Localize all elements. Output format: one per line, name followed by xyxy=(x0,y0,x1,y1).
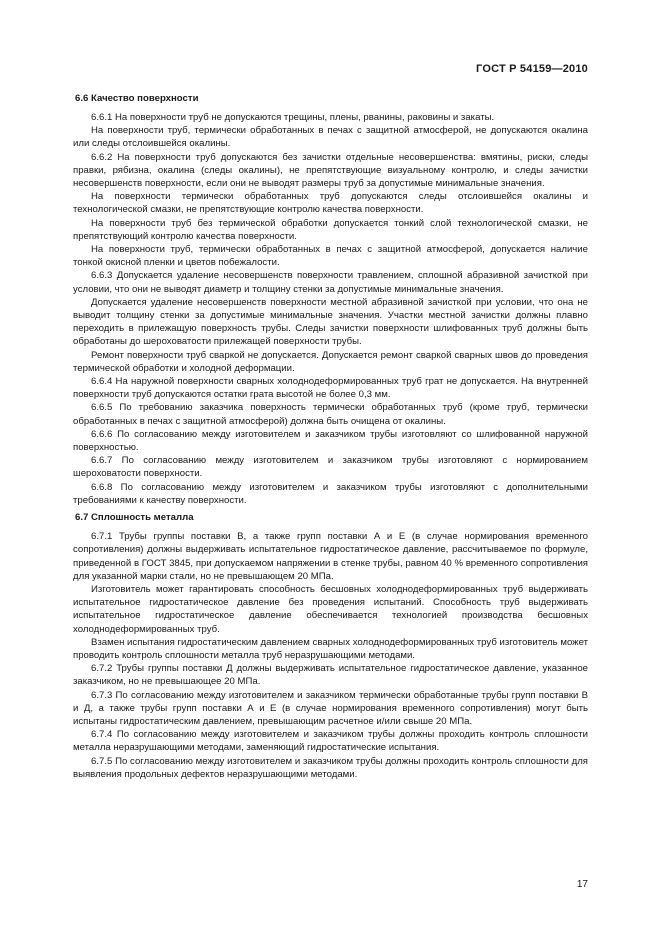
paragraph: На поверхности труб, термически обработанных в печах с защитной атмосферой, допускается наличие тонкой окисной пленки и цветов побежалости. xyxy=(73,244,588,269)
paragraph: 6.7.4 По согласованию между изготовителем и заказчиком трубы должны проходить контроль сплошности металла неразрушающими методами, заменяющий гидростатические испытания. xyxy=(73,729,588,754)
paragraph: 6.7.5 По согласованию между изготовителем и заказчиком трубы должны проходить контроль сплошности для выявления продольных дефектов неразрушающими методами. xyxy=(73,755,588,780)
paragraph: 6.7.1 Трубы группы поставки В, а также групп поставки А и Е (в случае нормирования временного сопротивления) должны выдерживать испытательное гидростатическое давление, рассчитываемое по формуле, приведенной в ГОСТ 3845, при допускаемом напряжении в стенке трубы, равном 40 % временного сопротивления для указанной марки стали, но не превышающем 20 МПа. xyxy=(73,531,588,582)
section-heading-6-7: 6.7 Сплошность металла xyxy=(75,512,194,524)
paragraph: Допускается удаление несовершенств поверхности местной абразивной зачисткой при условии, что она не выводит толщину стенки за допустимые минимальные значения. Участки местной зачистки должны плавно переходить в прилежащую поверхность трубы. Следы зачистки поверхности шлифованных труб должны быть обработаны до шероховатости прилежащей поверхности трубы. xyxy=(73,296,588,348)
paragraph: 6.7.2 Трубы группы поставки Д должны выдерживать испытательное гидростатическое давление, указанное заказчиком, но не превышающее 20 МПа. xyxy=(73,663,588,688)
paragraph: 6.7.3 По согласованию между изготовителем и заказчиком термически обработанные трубы групп поставки В и Д, а также трубы групп поставки А и Е (в случае нормирования временного сопротивления) могут быть испытаны гидростатическим давлением, превышающим расчетное и/или свыше 20 МПа. xyxy=(73,689,588,727)
paragraph: 6.6.3 Допускается удаление несовершенств поверхности травлением, сплошной абразивной зачисткой при условии, что они не выводят диаметр и толщину стенки за допустимые минимальные значения. xyxy=(73,270,588,295)
paragraph: 6.6.5 По требованию заказчика поверхность термически обработанных труб (кроме труб, термически обработанных в печах с защитной атмосферой) должна быть очищена от окалины. xyxy=(73,402,588,427)
paragraph: На поверхности труб без термической обработки допускается тонкий слой технологической смазки, не препятствующий контролю качества поверхности. xyxy=(73,217,588,242)
paragraph: Ремонт поверхности труб сваркой не допускается. Допускается ремонт сваркой сварных швов до проведения термической обработки и холодной деформации. xyxy=(73,349,588,374)
standard-header: ГОСТ Р 54159—2010 xyxy=(476,63,588,75)
paragraph: 6.6.1 На поверхности труб не допускаются трещины, плены, рванины, раковины и закаты. xyxy=(91,112,495,123)
paragraph: Взамен испытания гидростатическим давлением сварных холоднодеформированных труб изготовитель может проводить контроль сплошности металла труб неразрушающими методами. xyxy=(73,636,588,661)
document-body xyxy=(73,92,588,781)
paragraph: На поверхности термически обработанных труб допускаются следы отслоившейся окалины и технологической смазки, не препятствующие контролю качества поверхности. xyxy=(73,191,588,216)
paragraph: 6.6.2 На поверхности труб допускаются без зачистки отдельные несовершенства: вмятины, риски, следы правки, рябизна, окалина (следы окалины), не препятствующие визуальному контролю, и следы зачистки несовершенств поверхности, если они не выводят размеры труб за допустимые минимальные значения. xyxy=(73,151,588,190)
paragraph: На поверхности труб, термически обработанных в печах с защитной атмосферой, не допускаются окалина или следы отслоившейся окалины. xyxy=(73,125,588,150)
paragraph: Изготовитель может гарантировать способность бесшовных холоднодеформированных труб выдерживать испытательное гидростатическое давление без проведения испытаний. Способность труб выдерживать испытательное гидростатическое давление обеспечивается технологией производства бесшовных холоднодеформированных труб. xyxy=(73,583,588,635)
paragraph: 6.6.4 На наружной поверхности сварных холоднодеформированных труб грат не допускается. На внутренней поверхности труб допускаются остатки грата высотой не более 0,3 мм. xyxy=(73,376,588,401)
section-heading-6-6: 6.6 Качество поверхности xyxy=(75,93,199,104)
page-number: 17 xyxy=(576,879,588,890)
paragraph: 6.6.6 По согласованию между изготовителем и заказчиком трубы изготовляют со шлифованной наружной поверхностью. xyxy=(73,428,588,454)
paragraph: 6.6.8 По согласованию между изготовителем и заказчиком трубы изготовляют с дополнительными требованиями к качеству поверхности. xyxy=(73,481,588,506)
paragraph: 6.6.7 По согласованию между изготовителем и заказчиком трубы изготовляют с нормированием шероховатости поверхности. xyxy=(73,455,588,480)
